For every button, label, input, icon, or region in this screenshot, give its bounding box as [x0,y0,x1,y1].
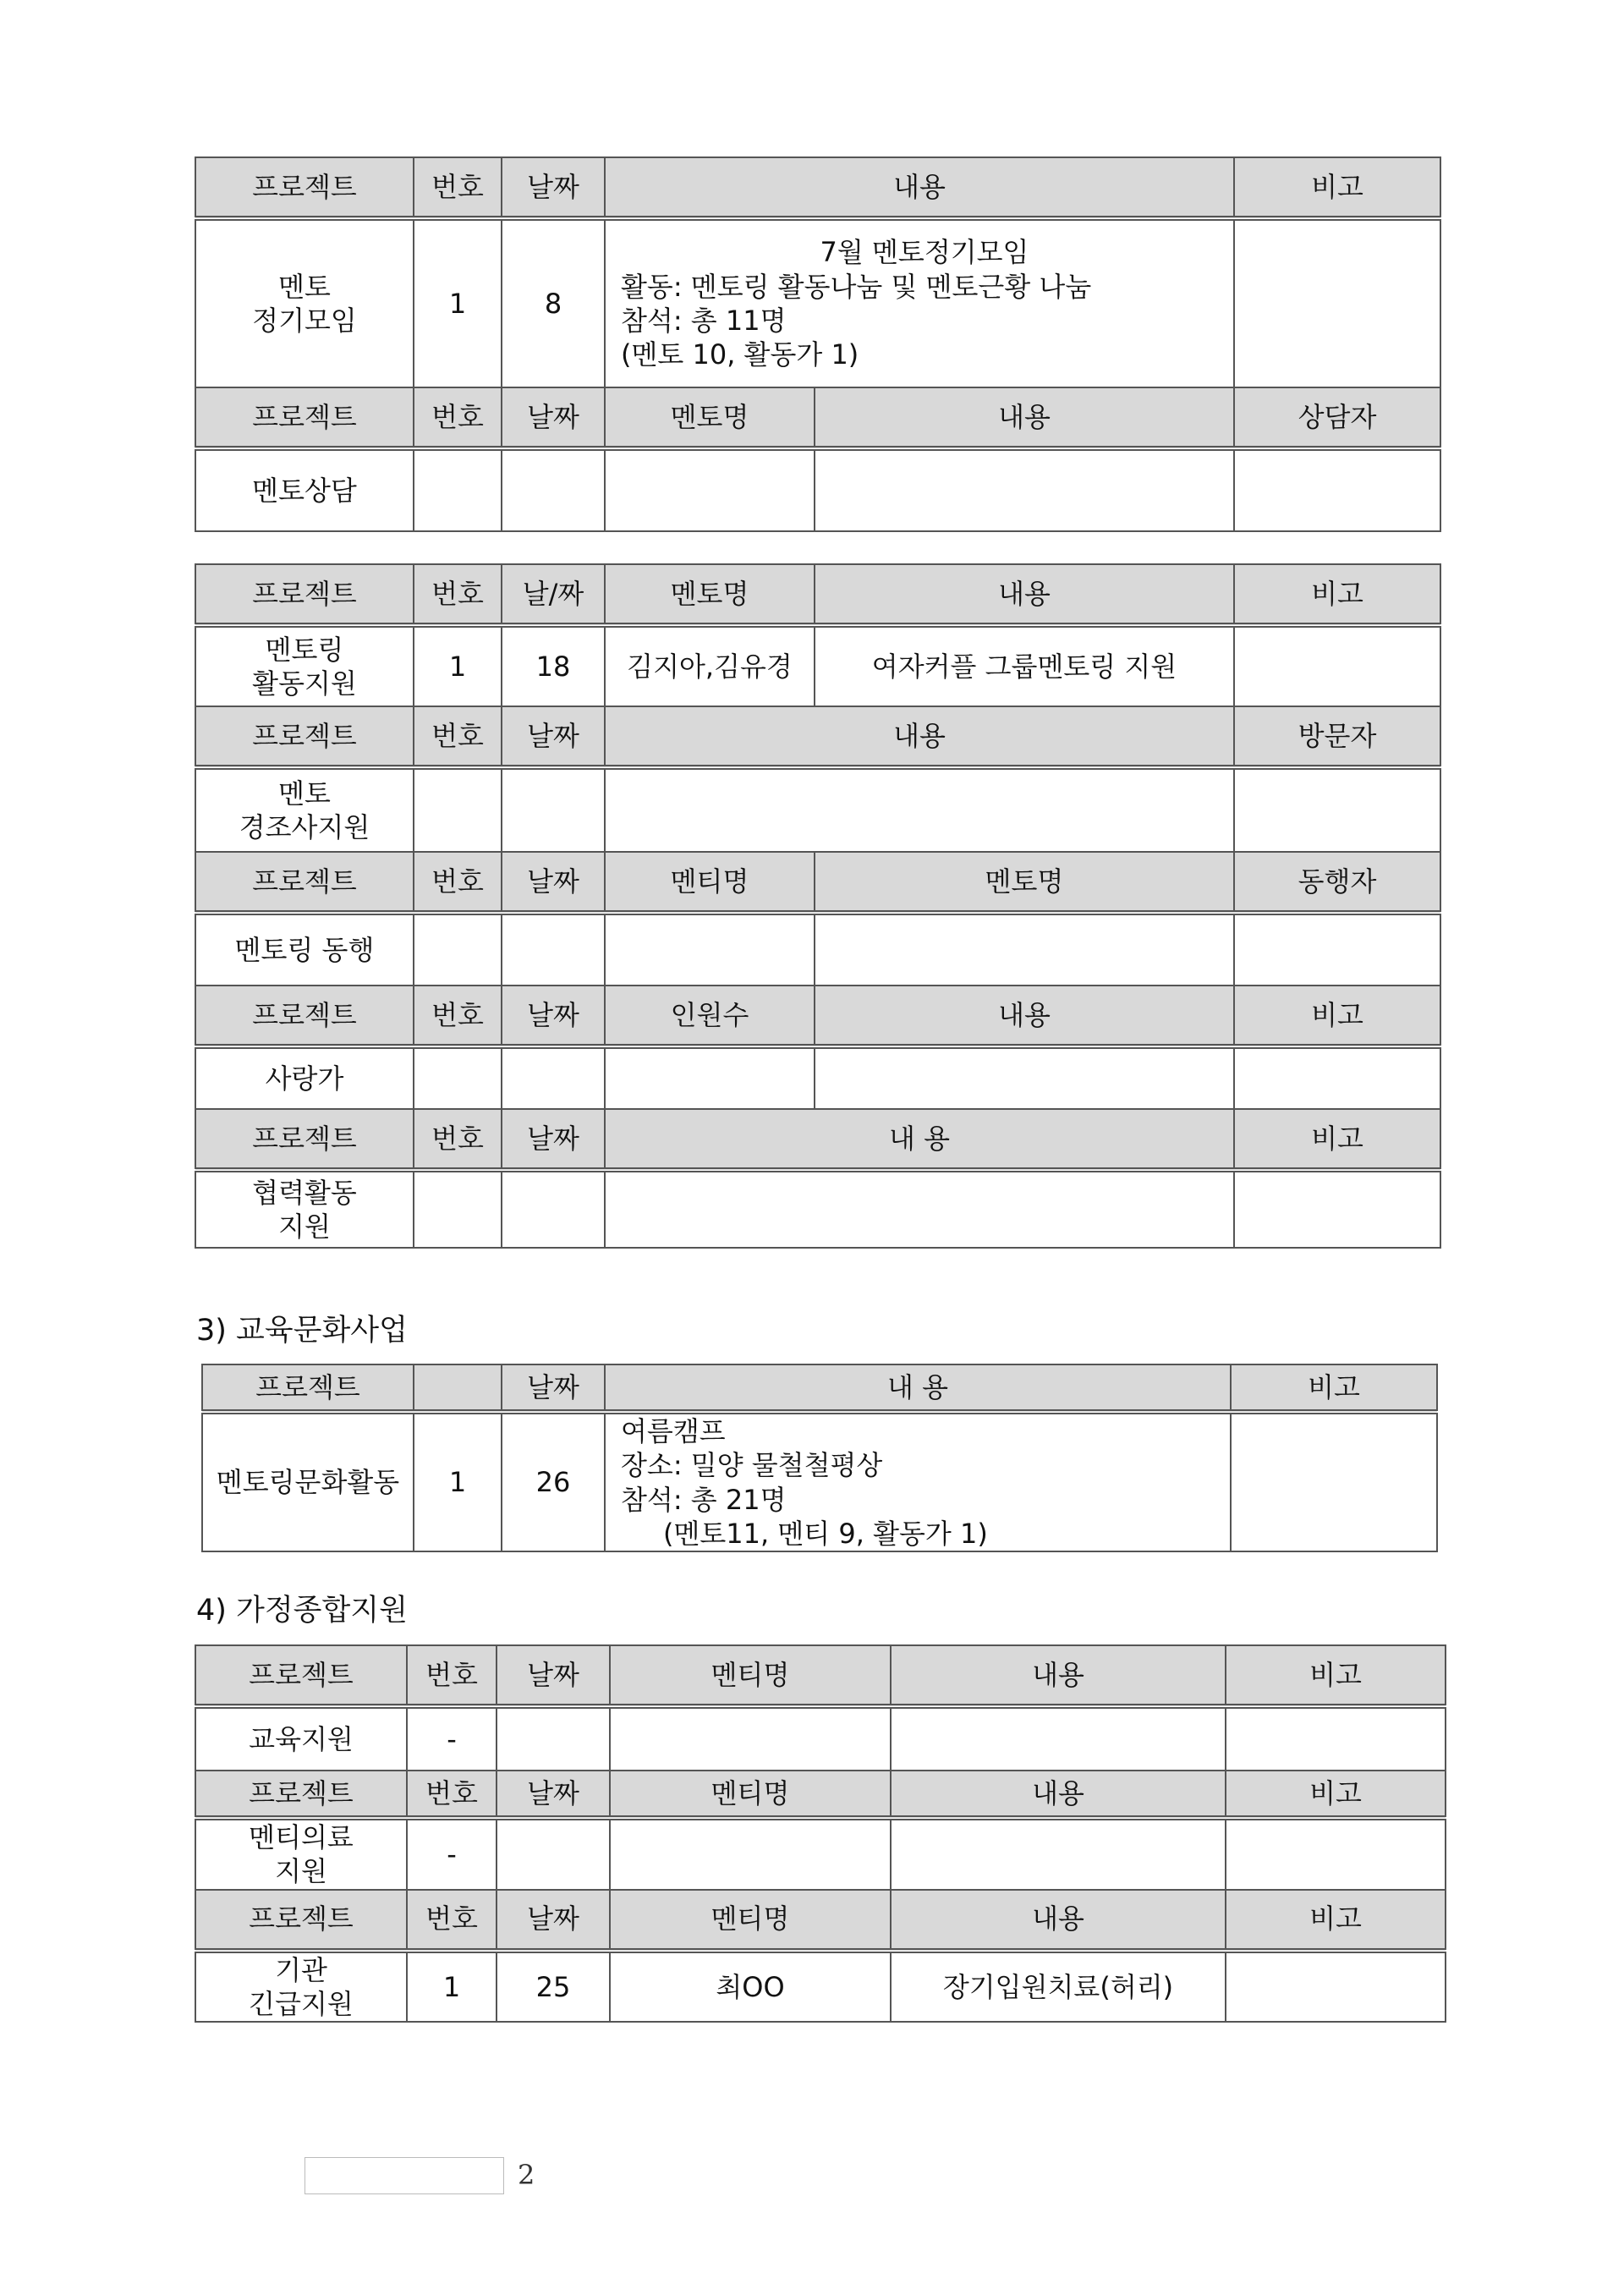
footer-box [304,2157,504,2194]
header-note: 비고 [1234,1109,1440,1170]
cell-date [502,448,605,531]
cell-date [502,767,605,852]
header-content: 내용 [605,706,1234,767]
cell-note [1226,1951,1446,2023]
header-number: 번호 [414,706,502,767]
header-mentee-name: 멘티명 [610,1890,891,1951]
header-counselor: 상담자 [1234,387,1440,448]
cell-content: 여자커플 그룹멘토링 지원 [815,625,1234,706]
cell-content [891,1706,1226,1771]
cell-note [1234,625,1440,706]
cell-project: 사랑가 [195,1046,414,1109]
cell-date [502,1046,605,1109]
cell-date: 8 [502,218,605,387]
header-content: 내용 [815,387,1234,448]
header-date: 날짜 [502,387,605,448]
cell-number: 1 [414,625,502,706]
cell-note [1234,1046,1440,1109]
cell-headcount [605,1046,815,1109]
header-date: 날짜 [497,1645,610,1706]
cell-date: 18 [502,625,605,706]
cell-date: 25 [497,1951,610,2023]
cell-project: 멘토링문화활동 [202,1412,414,1551]
header-number: 번호 [414,564,502,625]
content-line-3: 참석: 총 21명 [621,1483,787,1516]
header-project: 프로젝트 [195,1890,407,1951]
cell-date [497,1818,610,1890]
content-line-2: 장소: 밀양 물철철평상 [621,1449,883,1482]
header-date: 날짜 [502,986,605,1046]
header-note: 비고 [1234,157,1440,218]
cell-note [1231,1412,1437,1551]
header-content: 내용 [891,1890,1226,1951]
cell-number: - [407,1818,497,1890]
section-title-family-support: 4) 가정종합지원 [196,1594,408,1628]
header-mentor-name: 멘토명 [815,852,1234,913]
cell-content [605,1170,1234,1248]
header-date: 날짜 [502,1364,605,1412]
cell-mentee-name: 최OO [610,1951,891,2023]
cell-project: 멘티의료 지원 [195,1818,407,1890]
cell-note [1226,1706,1446,1771]
header-note: 비고 [1226,1771,1446,1818]
content-line-1: 여름캠프 [621,1415,726,1447]
header-project: 프로젝트 [195,1645,407,1706]
header-number: 번호 [414,986,502,1046]
cell-content [891,1818,1226,1890]
cell-number: 1 [414,1412,502,1551]
cell-project: 멘토링 동행 [195,913,414,986]
header-content: 내용 [815,986,1234,1046]
cell-project: 협력활동 지원 [195,1170,414,1248]
table-family-support [195,1644,1446,2023]
cell-number: 1 [414,218,502,387]
section-title-education-culture: 3) 교육문화사업 [196,1314,408,1348]
table-mentoring-support [195,563,1441,1249]
header-number: 번호 [414,157,502,218]
cell-content: 장기입원치료(허리) [891,1951,1226,2023]
cell-note [1234,218,1440,387]
header-project: 프로젝트 [195,387,414,448]
content-line-1: 7월 멘토정기모임 [820,236,1029,269]
header-content: 내용 [891,1771,1226,1818]
page-number: 2 [518,2159,535,2191]
header-date: 날짜 [502,157,605,218]
header-content: 내 용 [605,1109,1234,1170]
cell-date [502,1170,605,1248]
header-project: 프로젝트 [195,706,414,767]
cell-date: 26 [502,1412,605,1551]
cell-content [815,1046,1234,1109]
header-number: 번호 [407,1645,497,1706]
header-headcount: 인원수 [605,986,815,1046]
header-note: 비고 [1234,986,1440,1046]
header-number: 번호 [414,1109,502,1170]
cell-date [502,913,605,986]
header-project: 프로젝트 [195,1109,414,1170]
cell-content [605,218,1234,387]
header-content: 내 용 [605,1364,1231,1412]
cell-date [497,1706,610,1771]
header-companion: 동행자 [1234,852,1440,913]
header-mentee-name: 멘티명 [610,1645,891,1706]
header-date: 날/짜 [502,564,605,625]
header-date: 날짜 [502,706,605,767]
cell-project: 기관 긴급지원 [195,1951,407,2023]
header-project: 프로젝트 [195,564,414,625]
content-line-4: (멘토11, 멘티 9, 활동가 1) [663,1517,988,1550]
header-note: 비고 [1234,564,1440,625]
header-number: 번호 [407,1771,497,1818]
cell-number [414,1046,502,1109]
cell-number: 1 [407,1951,497,2023]
header-mentor-name: 멘토명 [605,387,815,448]
header-date: 날짜 [497,1771,610,1818]
header-project: 프로젝트 [195,986,414,1046]
header-mentee-name: 멘티명 [610,1771,891,1818]
cell-note [1234,1170,1440,1248]
cell-number [414,913,502,986]
header-date: 날짜 [497,1890,610,1951]
header-visitor: 방문자 [1234,706,1440,767]
header-note: 비고 [1226,1645,1446,1706]
cell-content [605,1412,1231,1551]
table-mentor-meeting [195,156,1441,532]
header-number [414,1364,502,1412]
cell-mentee-name [610,1818,891,1890]
header-number: 번호 [414,852,502,913]
cell-mentor-name [815,913,1234,986]
header-project: 프로젝트 [195,1771,407,1818]
header-project: 프로젝트 [195,852,414,913]
cell-mentor-name: 김지아,김유경 [605,625,815,706]
header-note: 비고 [1231,1364,1437,1412]
table-education-culture [201,1364,1438,1552]
cell-project: 멘토링 활동지원 [195,625,414,706]
cell-project: 멘토 정기모임 [195,218,414,387]
header-number: 번호 [407,1890,497,1951]
header-project: 프로젝트 [195,157,414,218]
header-mentee-name: 멘티명 [605,852,815,913]
cell-project: 교육지원 [195,1706,407,1771]
cell-project: 멘토상담 [195,448,414,531]
header-date: 날짜 [502,1109,605,1170]
cell-companion [1234,913,1440,986]
cell-mentor-name [605,448,815,531]
cell-content [815,448,1234,531]
cell-mentee-name [610,1706,891,1771]
content-line-4: (멘토 10, 활동가 1) [621,338,859,371]
cell-mentee-name [605,913,815,986]
content-line-2: 활동: 멘토링 활동나눔 및 멘토근황 나눔 [621,270,1092,303]
cell-number [414,767,502,852]
header-project: 프로젝트 [202,1364,414,1412]
cell-note [1226,1818,1446,1890]
content-line-3: 참석: 총 11명 [621,305,787,337]
header-content: 내용 [815,564,1234,625]
cell-visitor [1234,767,1440,852]
header-mentor-name: 멘토명 [605,564,815,625]
header-content: 내용 [605,157,1234,218]
header-date: 날짜 [502,852,605,913]
cell-number: - [407,1706,497,1771]
cell-number [414,1170,502,1248]
header-content: 내용 [891,1645,1226,1706]
cell-project: 멘토 경조사지원 [195,767,414,852]
cell-number [414,448,502,531]
cell-content [605,767,1234,852]
header-number: 번호 [414,387,502,448]
cell-counselor [1234,448,1440,531]
header-note: 비고 [1226,1890,1446,1951]
